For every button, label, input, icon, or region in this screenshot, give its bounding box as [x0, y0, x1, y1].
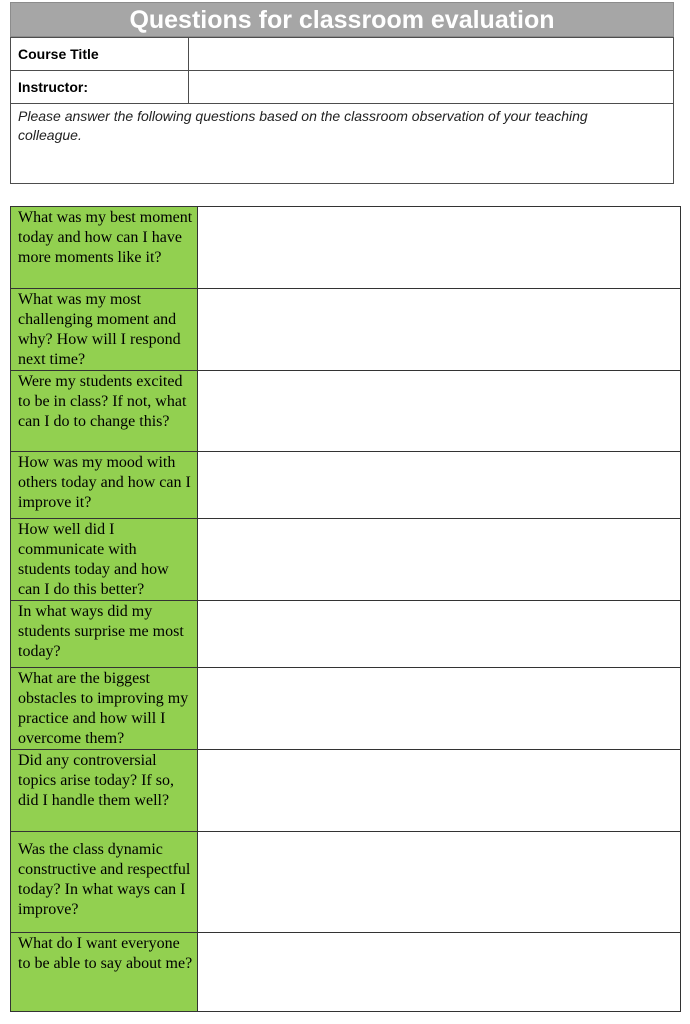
instructor-field[interactable]: [189, 71, 674, 104]
answer-field[interactable]: [198, 519, 681, 601]
question-row: [11, 207, 681, 289]
question-text: What do I want everyone to be able to say about me?: [11, 933, 198, 1012]
header-table: [10, 37, 674, 184]
answer-field[interactable]: [198, 668, 681, 750]
question-text: Was the class dynamic constructive and respectful today? In what ways can I improve?: [11, 832, 198, 933]
answer-field[interactable]: [198, 207, 681, 289]
course-title-row: [11, 38, 674, 71]
question-row: [11, 668, 681, 750]
question-row: [11, 933, 681, 1012]
answer-field[interactable]: [198, 452, 681, 519]
question-row: [11, 371, 681, 452]
instructions-text: Please answer the following questions based on the classroom observation of your teaching colleague.: [18, 108, 588, 143]
question-text: In what ways did my students surprise me most today?: [11, 601, 198, 668]
question-row: [11, 750, 681, 832]
question-text: What are the biggest obstacles to improving my practice and how will I overcome them?: [11, 668, 198, 750]
course-title-label: Course Title: [11, 38, 189, 71]
question-text: Were my students excited to be in class? If not, what can I do to change this?: [11, 371, 198, 452]
question-text: Did any controversial topics arise today? If so, did I handle them well?: [11, 750, 198, 832]
instructions-cell: [11, 104, 674, 184]
instructor-row: [11, 71, 674, 104]
question-text: What was my best moment today and how can I have more moments like it?: [11, 207, 198, 289]
form-title: Questions for classroom evaluation: [10, 2, 674, 37]
answer-field[interactable]: [198, 289, 681, 371]
answer-field[interactable]: [198, 750, 681, 832]
question-row: [11, 289, 681, 371]
answer-field[interactable]: [198, 601, 681, 668]
question-text: What was my most challenging moment and why? How will I respond next time?: [11, 289, 198, 371]
answer-field[interactable]: [198, 832, 681, 933]
question-row: [11, 519, 681, 601]
course-title-field[interactable]: [189, 38, 674, 71]
question-row: [11, 832, 681, 933]
question-text: How was my mood with others today and how can I improve it?: [11, 452, 198, 519]
answer-field[interactable]: [198, 371, 681, 452]
instructions-row: [11, 104, 674, 184]
question-row: [11, 601, 681, 668]
answer-field[interactable]: [198, 933, 681, 1012]
question-text: How well did I communicate with students today and how can I do this better?: [11, 519, 198, 601]
questions-table: [10, 206, 681, 1012]
instructor-label: Instructor:: [11, 71, 189, 104]
question-row: [11, 452, 681, 519]
